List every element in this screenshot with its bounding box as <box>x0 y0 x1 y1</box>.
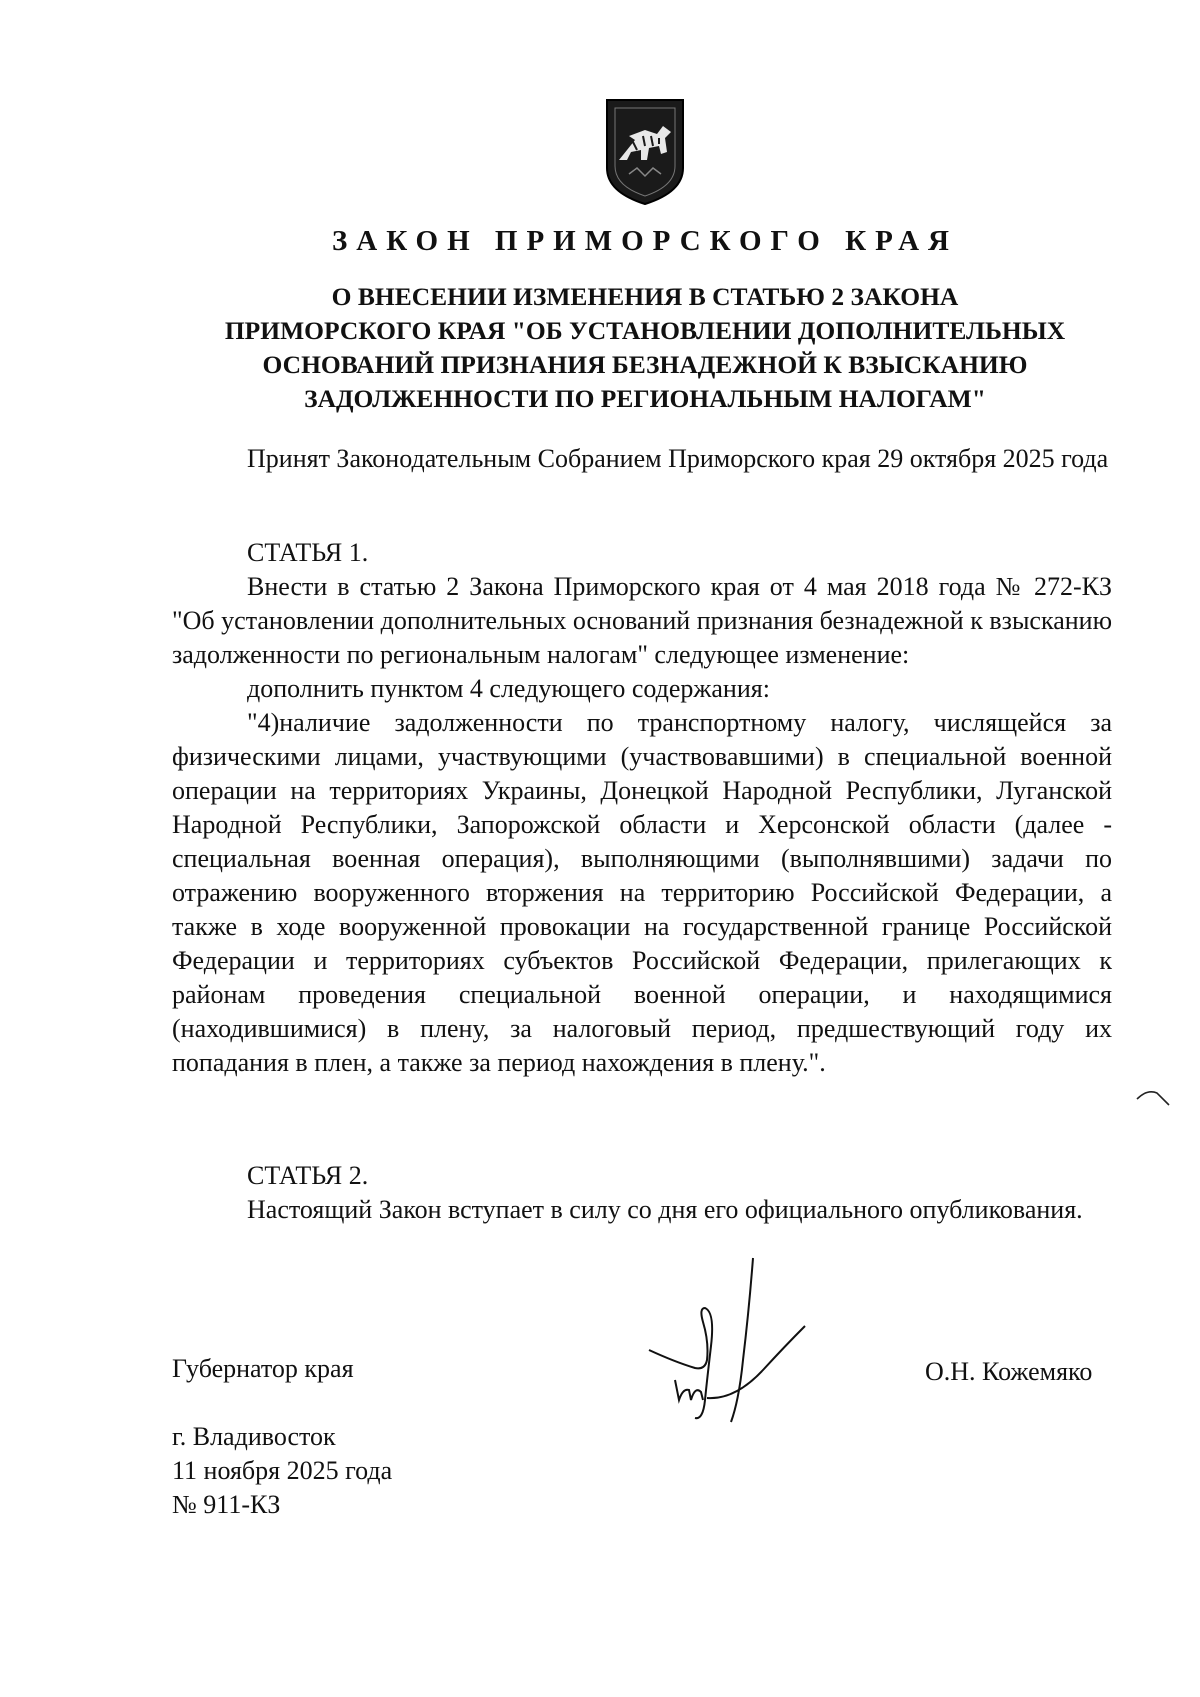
issue-city: г. Владивосток <box>172 1422 336 1451</box>
article-1-paragraph: "4)наличие задолженности по транспортному налогу, числящейся за физическими лицами, участвующими (участвовавшими) в специальной военной операции на территориях Украины, Донецкой Народной Республики, Луганской Народной Республики, Запорожской области и Херсонской области (далее - специальная военная операция), выполняющими (выполнявшими) задачи по отражению вооруженного вторжения на территорию Российской Федерации, а также в ходе вооруженной провокации на государственной границе Российской Федерации и территориях субъектов Российской Федерации, прилегающих к районам проведения специальной военной операции, и находящимися (находившимися) в плену, за налоговый период, предшествующий году их попадания в плен, а также за период нахождения в плену.". <box>172 708 1112 1077</box>
issue-details <box>172 1420 392 1522</box>
handwritten-signature-icon <box>645 1250 825 1430</box>
law-title: ЗАКОН ПРИМОРСКОГО КРАЯ <box>331 225 958 257</box>
subtitle-line: О ВНЕСЕНИИ ИЗМЕНЕНИЯ В СТАТЬЮ 2 ЗАКОНА <box>331 282 959 311</box>
coat-of-arms-icon <box>601 96 689 208</box>
article-1-body <box>172 570 1112 1080</box>
issue-date: 11 ноября 2025 года <box>172 1456 393 1485</box>
article-2-heading: СТАТЬЯ 2. <box>247 1161 369 1190</box>
adoption-note <box>172 442 1112 476</box>
signatory-position: Губернатор края <box>172 1354 354 1383</box>
subtitle-line: ПРИМОРСКОГО КРАЯ "ОБ УСТАНОВЛЕНИИ ДОПОЛНИТЕЛЬНЫХ <box>224 316 1066 345</box>
law-number: № 911-КЗ <box>172 1490 281 1519</box>
subtitle-line: ОСНОВАНИЙ ПРИЗНАНИЯ БЕЗНАДЕЖНОЙ К ВЗЫСКАНИЮ <box>262 350 1028 379</box>
subtitle-line: ЗАДОЛЖЕННОСТИ ПО РЕГИОНАЛЬНЫМ НАЛОГАМ" <box>304 384 986 413</box>
margin-mark-icon <box>1135 1085 1175 1109</box>
law-subtitle <box>170 280 1120 416</box>
article-2-body <box>172 1193 1112 1227</box>
article-1-paragraph: дополнить пунктом 4 следующего содержания: <box>247 674 770 703</box>
article-1-paragraph: Внести в статью 2 Закона Приморского края от 4 мая 2018 года № 272-КЗ "Об установлении дополнительных оснований признания безнадежной к взысканию задолженности по региональным налогам" следующее изменение: <box>172 572 1112 669</box>
signatory-name: О.Н. Кожемяко <box>925 1357 1093 1386</box>
article-2-paragraph: Настоящий Закон вступает в силу со дня его официального опубликования. <box>247 1195 1083 1224</box>
article-1-heading: СТАТЬЯ 1. <box>247 538 369 567</box>
adoption-text: Принят Законодательным Собранием Приморского края 29 октября 2025 года <box>247 444 1109 473</box>
